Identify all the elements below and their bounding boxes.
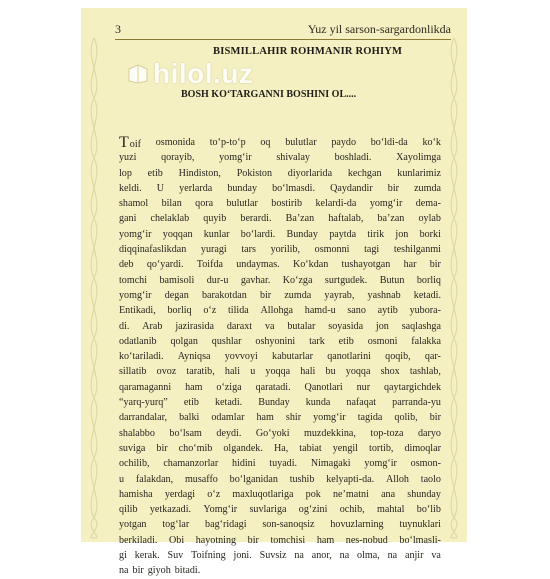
word: hamisha — [119, 488, 153, 500]
word: borki — [419, 228, 441, 240]
word: odatlanib — [119, 335, 157, 347]
word: olgandek. — [223, 442, 263, 454]
body-line — [119, 533, 441, 548]
word: bir — [247, 534, 259, 546]
word: “yarq-yurq” — [119, 397, 168, 409]
body-line — [119, 563, 441, 578]
word: har — [403, 259, 417, 271]
word: kunda — [305, 397, 331, 409]
word: bir — [156, 442, 168, 454]
word: diqqinafaslikdan — [119, 244, 187, 256]
word: odamlar — [211, 412, 245, 424]
word: Toif — [119, 134, 141, 151]
word: joni. — [233, 550, 252, 562]
word: ochilib, — [119, 458, 150, 470]
page-number: 3 — [115, 22, 121, 36]
word: yerlarda — [179, 182, 213, 194]
word: balki — [179, 412, 200, 424]
word: parranda-yu — [392, 397, 441, 409]
word: etib — [147, 167, 163, 179]
word: bo‘lmasli- — [399, 534, 441, 546]
word: cho‘mib — [178, 442, 213, 454]
word: Toifda — [196, 259, 223, 271]
body-line — [119, 426, 441, 441]
word: boshladi. — [334, 152, 372, 164]
watermark-text: hilol.uz — [153, 58, 254, 89]
word: bir — [259, 289, 272, 301]
word: bo‘lardi. — [240, 228, 276, 240]
word: tuynuklari — [399, 519, 441, 531]
word: ochib, — [339, 504, 365, 516]
word: shivalay — [276, 152, 310, 164]
site-watermark — [127, 59, 253, 89]
word: Qaydandir — [330, 182, 373, 194]
word: yubora- — [409, 305, 441, 317]
word: chelaklab — [150, 213, 190, 225]
word: teshilganmi — [393, 244, 441, 256]
word: Ha, — [273, 442, 289, 454]
word: yomg‘ir — [119, 289, 152, 301]
word: nur — [356, 381, 371, 393]
word: na — [294, 550, 304, 562]
word: daryo — [417, 427, 441, 439]
word: shox — [380, 366, 400, 378]
word: Arab — [142, 320, 163, 332]
word: paydo — [331, 137, 356, 148]
word: tomchi — [119, 274, 148, 286]
word: yashnab — [367, 289, 401, 301]
word: tomchisi — [270, 534, 306, 546]
word: yetkazadi. — [149, 504, 192, 516]
word: Go‘yoki — [255, 427, 290, 439]
word: berardi. — [240, 213, 272, 225]
word: oshyonini — [255, 335, 296, 347]
body-line — [119, 502, 441, 517]
word: shunday — [407, 488, 441, 500]
word: kunlar — [203, 228, 230, 240]
word: shir — [285, 412, 302, 424]
word: bostirib — [271, 198, 303, 210]
word: U — [156, 182, 165, 194]
word: og‘zini — [298, 504, 328, 516]
word: osmon- — [410, 458, 441, 470]
word: dema- — [415, 198, 441, 210]
word: hali — [224, 366, 241, 378]
word: Nimagaki — [310, 458, 351, 470]
word: Ko‘kdan — [292, 259, 329, 271]
word: paytda — [329, 228, 357, 240]
word: butalar — [287, 320, 316, 332]
word: yoqqan — [162, 228, 193, 240]
word: bo‘lmasdi. — [272, 182, 316, 194]
word: borliq — [416, 274, 441, 286]
word: qaratadi. — [255, 381, 291, 393]
body-line — [119, 319, 441, 334]
word: yoqqa — [345, 366, 371, 378]
word: shalabbo — [119, 427, 155, 439]
bismillah-heading: BISMILLAHIR ROHMANIR ROHIYM — [213, 46, 403, 57]
word: maxluqotlariga — [232, 488, 294, 500]
word: yengil — [332, 442, 358, 454]
word: Suv — [167, 550, 184, 562]
body-line — [119, 150, 441, 165]
word: diyorlarida — [287, 167, 333, 179]
word: suviga — [119, 442, 146, 454]
word: qaytargichdek — [384, 381, 441, 393]
word: surtgudek. — [324, 274, 368, 286]
word: saqlashga — [401, 320, 441, 332]
word: anjir — [404, 550, 424, 562]
word: ne’matni — [333, 488, 369, 500]
word: deydi. — [216, 427, 242, 439]
word: haftalab, — [328, 213, 364, 225]
body-line — [119, 257, 441, 272]
word: yuzi — [119, 152, 137, 164]
word: Allohga — [260, 305, 294, 317]
word: olma, — [357, 550, 380, 562]
word: ko‘k — [422, 137, 441, 148]
word: ana — [381, 488, 396, 500]
word: qilib — [119, 504, 138, 516]
body-line — [119, 242, 441, 257]
word: va — [264, 320, 275, 332]
word: tagida — [357, 412, 383, 424]
word: na — [387, 550, 398, 562]
word: tortib, — [369, 442, 394, 454]
word: yomg‘ir — [219, 152, 252, 164]
word: barakotdan — [201, 289, 247, 301]
word: kelyapti-da. — [326, 473, 375, 485]
word: va — [431, 550, 441, 562]
word: qolgan — [170, 335, 198, 347]
word: jon — [375, 320, 389, 332]
word: ham — [316, 534, 335, 546]
word: Suvsiz — [259, 550, 287, 562]
word: bulutlar — [285, 137, 317, 148]
body-line — [119, 227, 441, 242]
word: bag‘ridagi — [205, 519, 247, 531]
word: daraxt — [226, 320, 253, 332]
word: Butun — [379, 274, 405, 286]
word: gi — [119, 550, 127, 562]
body-line — [119, 456, 441, 471]
word: u — [119, 473, 125, 485]
word: Xayolimga — [396, 152, 441, 164]
word: keldi. — [119, 182, 142, 194]
initial-letter: T — [119, 134, 129, 151]
word: hamd-u — [304, 305, 336, 317]
word: Pokiston — [236, 167, 273, 179]
word: yorilib, — [270, 244, 301, 256]
word: o‘z — [207, 488, 221, 500]
word: dimoqlar — [404, 442, 441, 454]
word: bo‘ldi-da — [370, 137, 408, 148]
word: qo‘yardi. — [146, 259, 184, 271]
word: bitadi. — [174, 565, 201, 577]
word: qanotlarini — [327, 351, 371, 363]
word: pok — [305, 488, 321, 500]
word: yomg‘ir — [369, 198, 403, 210]
word: Qanotlari — [304, 381, 343, 393]
body-line — [119, 441, 441, 456]
word: nafaqat — [346, 397, 377, 409]
body-text — [119, 135, 441, 579]
word: ko‘tariladi. — [119, 351, 164, 363]
word: bamisoli — [159, 274, 195, 286]
word: suvlariga — [249, 504, 287, 516]
word: dur-u — [206, 274, 229, 286]
word: bo‘lsam — [169, 427, 202, 439]
word: osmonida — [155, 137, 195, 148]
word: ovoz — [156, 366, 177, 378]
word: yerdagi — [164, 488, 196, 500]
word: gavhar. — [240, 274, 271, 286]
word: yovvoyi — [224, 351, 258, 363]
word: qora — [195, 198, 214, 210]
word: Hindiston, — [178, 167, 221, 179]
word: shamol — [119, 198, 149, 210]
body-line — [119, 395, 441, 410]
word: degan — [164, 289, 189, 301]
word: qushlar — [211, 335, 242, 347]
word: oq — [260, 137, 271, 148]
word: sillatib — [119, 366, 147, 378]
watermark-book-icon — [127, 63, 149, 85]
word: yomg‘ir — [364, 458, 397, 470]
body-line — [119, 364, 441, 379]
word: etib — [338, 335, 354, 347]
word: bunday — [227, 182, 258, 194]
word: bo‘lib — [416, 504, 441, 516]
word: etib — [183, 397, 199, 409]
word: zumda — [284, 289, 312, 301]
word: o‘z — [203, 305, 217, 317]
word: di. — [119, 320, 130, 332]
word: osmonni — [314, 244, 350, 256]
word: taolo — [420, 473, 441, 485]
word: berkiladi. — [119, 534, 158, 546]
word: son-sanoqsiz — [262, 519, 315, 531]
body-line — [119, 517, 441, 532]
word: aytib — [377, 305, 398, 317]
body-line — [119, 334, 441, 349]
word: taratib, — [186, 366, 215, 378]
word: darrandalar, — [119, 412, 168, 424]
word: ketadi. — [215, 397, 243, 409]
word: kechgan — [347, 167, 382, 179]
word: Ba’zan — [285, 213, 315, 225]
word: tushayotgan — [341, 259, 391, 271]
word: Bunday — [258, 397, 290, 409]
word: jazirasida — [175, 320, 214, 332]
word: tushib — [289, 473, 315, 485]
word: Yomg‘ir — [203, 504, 238, 516]
word: sano — [347, 305, 366, 317]
body-line — [119, 166, 441, 181]
word: hayotning — [195, 534, 237, 546]
word: tuyadi. — [269, 458, 298, 470]
word: na — [339, 550, 350, 562]
word: qaramaganni — [119, 381, 172, 393]
word: lop — [119, 167, 132, 179]
word: bu — [325, 366, 336, 378]
word: hovuzlarning — [330, 519, 384, 531]
left-border-ornament — [82, 38, 106, 538]
word: soyasida — [328, 320, 364, 332]
word: anor, — [311, 550, 332, 562]
word: yoqqa — [265, 366, 291, 378]
body-line — [119, 487, 441, 502]
word: bo‘lganidan — [229, 473, 278, 485]
word: qorayib, — [161, 152, 195, 164]
word: ham — [256, 412, 274, 424]
word: tashlab, — [409, 366, 441, 378]
word: Toifning — [191, 550, 226, 562]
word: kunlarimiz — [397, 167, 441, 179]
word: bir — [429, 259, 441, 271]
body-line — [119, 196, 441, 211]
word: tabiat — [299, 442, 322, 454]
word: bir — [387, 182, 399, 194]
word: kabutarlar — [272, 351, 313, 363]
word: kelardi-da — [315, 198, 357, 210]
word: qolib, — [394, 412, 418, 424]
right-border-ornament — [442, 38, 466, 538]
word: na — [119, 565, 129, 577]
word: bilan — [161, 198, 182, 210]
word: yomg‘ir — [313, 412, 346, 424]
body-line — [119, 410, 441, 425]
word: zumda — [414, 182, 441, 194]
word: ham — [185, 381, 203, 393]
word: Ayniqsa — [177, 351, 211, 363]
word: oylab — [418, 213, 441, 225]
word: tark — [309, 335, 325, 347]
word: yotgan — [119, 519, 147, 531]
word: qoqib, — [385, 351, 411, 363]
word: kerak. — [134, 550, 160, 562]
word: deb — [119, 259, 134, 271]
word: u — [250, 366, 256, 378]
word: qar- — [424, 351, 441, 363]
body-line — [119, 135, 441, 150]
word: bir — [132, 565, 144, 577]
word: quyib — [203, 213, 227, 225]
word: bulutlar — [226, 198, 258, 210]
word: o‘ziga — [216, 381, 242, 393]
word: falakka — [411, 335, 441, 347]
word: chamanzorlar — [163, 458, 219, 470]
body-line — [119, 472, 441, 487]
word: ketadi. — [413, 289, 441, 301]
word: gani — [119, 213, 137, 225]
word: yuragi — [200, 244, 227, 256]
word: tars — [241, 244, 256, 256]
word: ba’zan — [377, 213, 405, 225]
page-header — [115, 17, 451, 40]
body-line — [119, 548, 441, 563]
word: mahtal — [377, 504, 405, 516]
word: musaffo — [184, 473, 218, 485]
body-line — [119, 211, 441, 226]
word: to‘p-to‘p — [209, 137, 246, 148]
word: Entikadi, — [119, 305, 156, 317]
word: giyoh — [147, 565, 171, 577]
word: bir — [429, 412, 441, 424]
word: Bunday — [286, 228, 318, 240]
word: tagi — [364, 244, 380, 256]
word: undaymas. — [236, 259, 280, 271]
body-line — [119, 349, 441, 364]
word: jon — [395, 228, 409, 240]
word: falakdan, — [135, 473, 174, 485]
body-line — [119, 380, 441, 395]
book-page — [81, 8, 467, 577]
word: tog‘lar — [162, 519, 190, 531]
word: Ko‘zga — [282, 274, 313, 286]
word: top-toza — [370, 427, 404, 439]
chapter-title: BOSH KO‘TARGANNI BOSHINI OL.... — [181, 89, 357, 100]
body-line — [119, 181, 441, 196]
running-title: Yuz yil sarson-sargardonlikda — [307, 22, 451, 36]
word: hidini — [231, 458, 256, 470]
word: yomg‘ir — [119, 228, 152, 240]
body-line — [119, 273, 441, 288]
word: yayrab, — [324, 289, 355, 301]
word: hali — [300, 366, 316, 378]
word: nes-nobud — [345, 534, 388, 546]
body-line — [119, 288, 441, 303]
word: Obi — [168, 534, 185, 546]
body-line — [119, 303, 441, 318]
word: osmoni — [367, 335, 398, 347]
word: Alloh — [385, 473, 409, 485]
word: tirik — [367, 228, 385, 240]
word: borliq — [167, 305, 192, 317]
word: muzdekkina, — [304, 427, 356, 439]
word: tilida — [228, 305, 249, 317]
